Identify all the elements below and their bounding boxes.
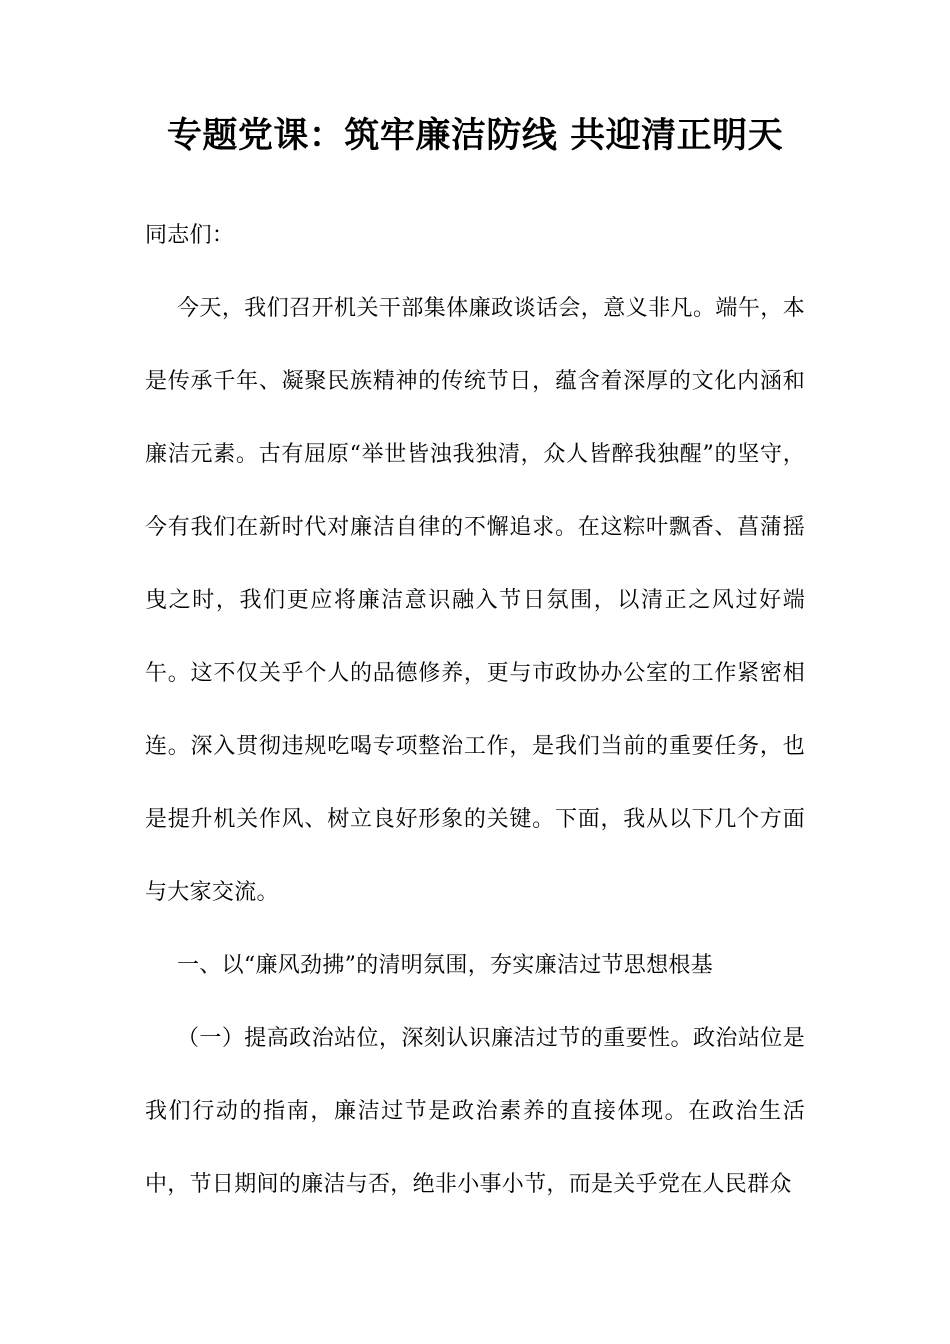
section-heading-1: 一、以“廉风劲拂”的清明氛围，夯实廉洁过节思想根基 <box>177 953 713 979</box>
paragraph-1-1: （一）提高政治站位，深刻认识廉洁过节的重要性。政治站位是我们行动的指南，廉洁过节是政治素养的直接体现。在政治生活中，节日期间的廉洁与否，绝非小事小节，而是关乎党在人民群众 <box>145 1026 805 1198</box>
paragraph-intro: 今天，我们召开机关干部集体廉政谈话会，意义非凡。端午，本是传承千年、凝聚民族精神的传统节日，蕴含着深厚的文化内涵和廉洁元素。古有屈原“举世皆浊我独清，众人皆醉我独醒”的坚守，今有我们在新时代对廉洁自律的不懈追求。在这粽叶飘香、菖蒲摇曳之时，我们更应将廉洁意识融入节日氛围，以清正之风过好端午。这不仅关乎个人的品德修养，更与市政协办公室的工作紧密相连。深入贯彻违规吃喝专项整治工作，是我们当前的重要任务，也是提升机关作风、树立良好形象的关键。下面，我从以下几个方面与大家交流。 <box>145 296 805 906</box>
document-title: 专题党课：筑牢廉洁防线 共迎清正明天 <box>166 115 784 156</box>
salutation: 同志们： <box>145 223 235 249</box>
document-body <box>145 199 805 1221</box>
